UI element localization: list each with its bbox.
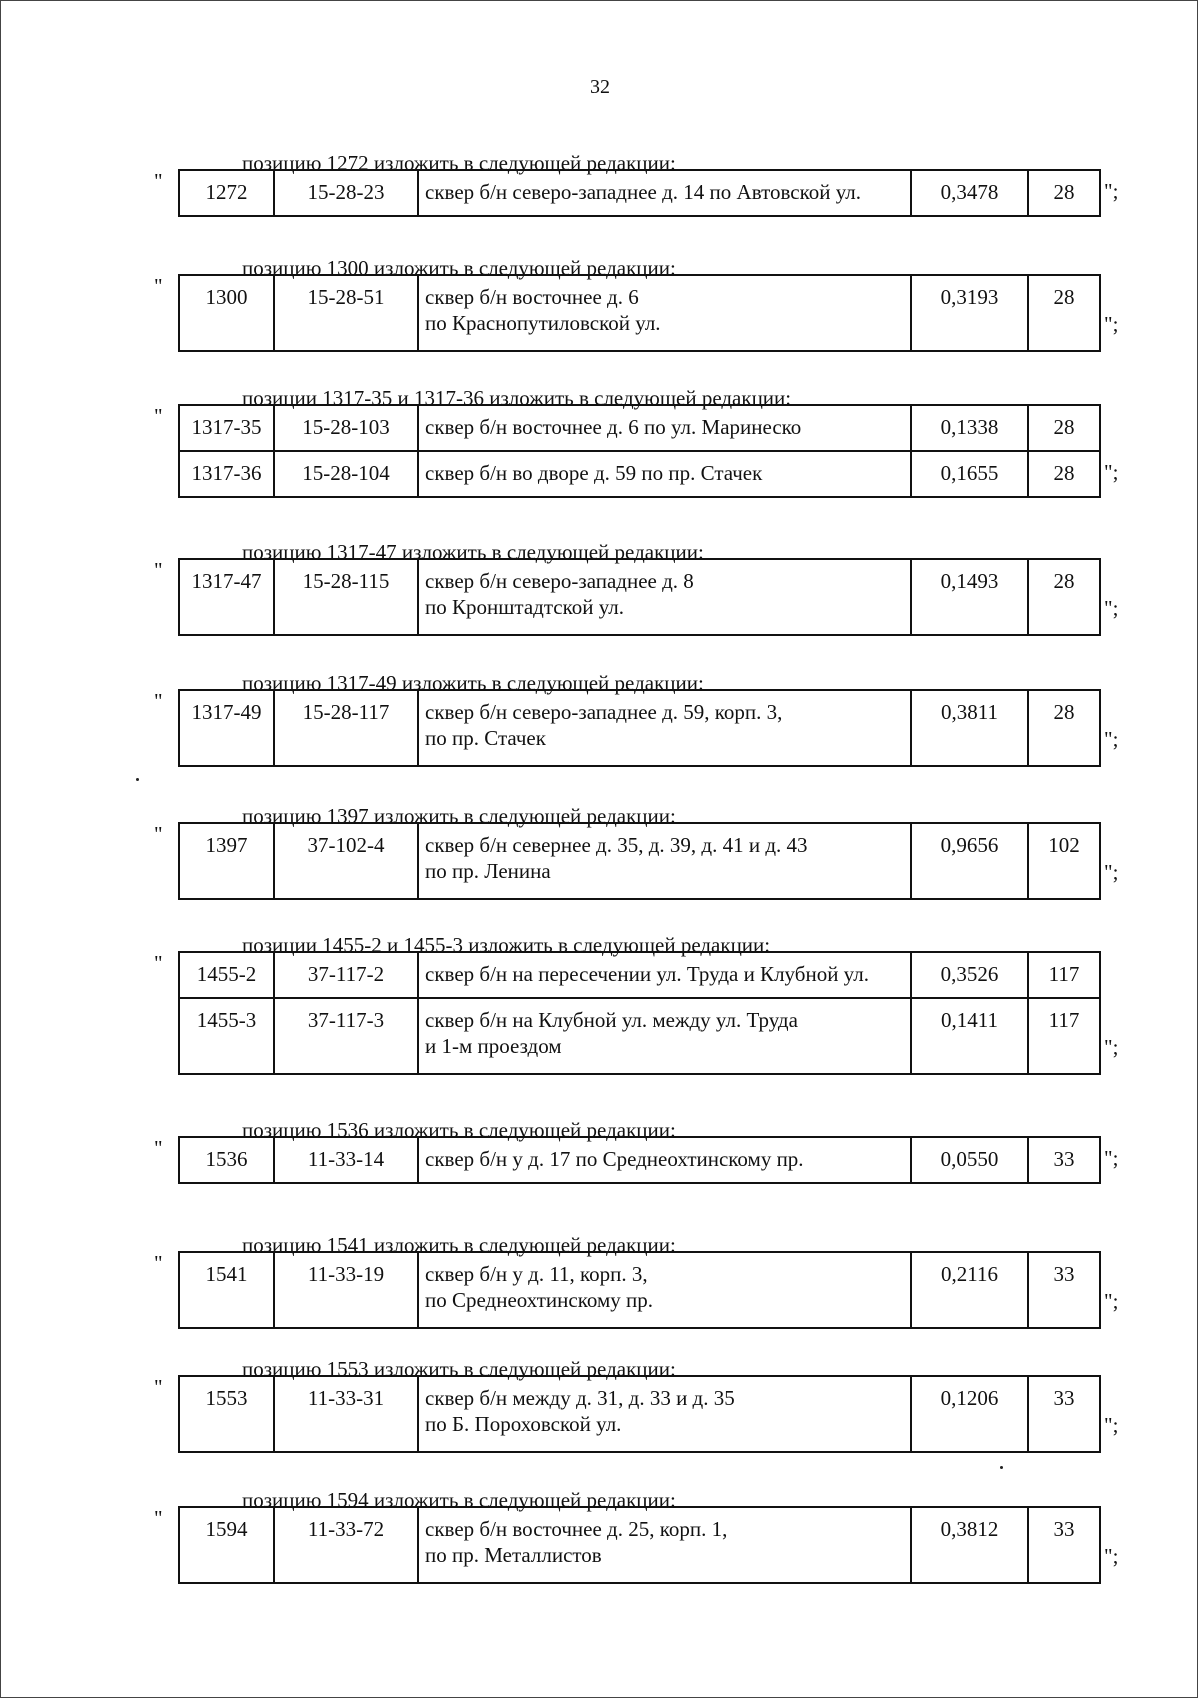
table-row	[179, 1376, 1100, 1452]
positions-table	[178, 689, 1101, 767]
amendment-heading: позицию 1594 изложить в следующей редакции:	[242, 1488, 676, 1512]
scan-speck	[1000, 1466, 1003, 1469]
closing-quote: ";	[1104, 596, 1119, 620]
scan-speck	[136, 778, 139, 781]
position-number: 1317-36	[179, 451, 274, 497]
district-number: 33	[1028, 1252, 1100, 1328]
opening-quote: "	[154, 689, 163, 713]
opening-quote: "	[154, 1136, 163, 1160]
object-code: 37-117-2	[274, 952, 418, 998]
object-name: сквер б/н северо-западнее д. 14 по Автовской ул.	[418, 170, 911, 216]
area-value: 0,1411	[911, 998, 1028, 1074]
area-value: 0,1493	[911, 559, 1028, 635]
positions-table	[178, 951, 1101, 1075]
positions-table	[178, 1251, 1101, 1329]
district-number: 28	[1028, 451, 1100, 497]
position-number: 1397	[179, 823, 274, 899]
district-number: 117	[1028, 998, 1100, 1074]
area-value: 0,2116	[911, 1252, 1028, 1328]
object-name: сквер б/н на пересечении ул. Труда и Клубной ул.	[418, 952, 911, 998]
amendment-heading: позицию 1553 изложить в следующей редакции:	[242, 1357, 676, 1381]
object-code: 11-33-14	[274, 1137, 418, 1183]
table-row	[179, 690, 1100, 766]
amendment-heading: позицию 1272 изложить в следующей редакции:	[242, 151, 676, 175]
object-name: сквер б/н восточнее д. 6 по Краснопутиловской ул.	[418, 275, 911, 351]
opening-quote: "	[154, 274, 163, 298]
closing-quote: ";	[1104, 1544, 1119, 1568]
table-row	[179, 1137, 1100, 1183]
district-number: 28	[1028, 559, 1100, 635]
area-value: 0,3812	[911, 1507, 1028, 1583]
amendment-heading: позицию 1536 изложить в следующей редакции:	[242, 1118, 676, 1142]
amendment-heading: позицию 1317-47 изложить в следующей редакции:	[242, 540, 704, 564]
position-number: 1455-2	[179, 952, 274, 998]
object-code: 11-33-72	[274, 1507, 418, 1583]
position-number: 1317-35	[179, 405, 274, 451]
object-code: 15-28-103	[274, 405, 418, 451]
position-number: 1541	[179, 1252, 274, 1328]
opening-quote: "	[154, 1375, 163, 1399]
closing-quote: ";	[1104, 1413, 1119, 1437]
position-number: 1536	[179, 1137, 274, 1183]
object-code: 37-117-3	[274, 998, 418, 1074]
page-number: 32	[590, 76, 610, 98]
position-number: 1317-49	[179, 690, 274, 766]
opening-quote: "	[154, 951, 163, 975]
district-number: 33	[1028, 1137, 1100, 1183]
area-value: 0,3526	[911, 952, 1028, 998]
area-value: 0,1206	[911, 1376, 1028, 1452]
closing-quote: ";	[1104, 179, 1119, 203]
opening-quote: "	[154, 169, 163, 193]
object-name: сквер б/н у д. 17 по Среднеохтинскому пр.	[418, 1137, 911, 1183]
positions-table	[178, 1375, 1101, 1453]
opening-quote: "	[154, 558, 163, 582]
closing-quote: ";	[1104, 860, 1119, 884]
area-value: 0,1655	[911, 451, 1028, 497]
object-name: сквер б/н севернее д. 35, д. 39, д. 41 и д. 43 по пр. Ленина	[418, 823, 911, 899]
district-number: 28	[1028, 405, 1100, 451]
closing-quote: ";	[1104, 1146, 1119, 1170]
positions-table	[178, 169, 1101, 217]
area-value: 0,0550	[911, 1137, 1028, 1183]
district-number: 28	[1028, 170, 1100, 216]
closing-quote: ";	[1104, 312, 1119, 336]
closing-quote: ";	[1104, 1035, 1119, 1059]
table-row	[179, 998, 1100, 1074]
district-number: 102	[1028, 823, 1100, 899]
table-row	[179, 405, 1100, 451]
positions-table	[178, 822, 1101, 900]
object-name: сквер б/н во дворе д. 59 по пр. Стачек	[418, 451, 911, 497]
object-code: 37-102-4	[274, 823, 418, 899]
closing-quote: ";	[1104, 1289, 1119, 1313]
table-row	[179, 823, 1100, 899]
positions-table	[178, 1506, 1101, 1584]
position-number: 1300	[179, 275, 274, 351]
closing-quote: ";	[1104, 727, 1119, 751]
closing-quote: ";	[1104, 460, 1119, 484]
object-code: 15-28-117	[274, 690, 418, 766]
opening-quote: "	[154, 404, 163, 428]
opening-quote: "	[154, 1506, 163, 1530]
object-code: 15-28-23	[274, 170, 418, 216]
table-row	[179, 451, 1100, 497]
table-row	[179, 1252, 1100, 1328]
area-value: 0,3478	[911, 170, 1028, 216]
amendment-heading: позицию 1541 изложить в следующей редакции:	[242, 1233, 676, 1257]
object-name: сквер б/н восточнее д. 6 по ул. Маринеско	[418, 405, 911, 451]
position-number: 1594	[179, 1507, 274, 1583]
district-number: 33	[1028, 1376, 1100, 1452]
object-code: 15-28-51	[274, 275, 418, 351]
object-name: сквер б/н между д. 31, д. 33 и д. 35 по Б. Пороховской ул.	[418, 1376, 911, 1452]
object-code: 11-33-31	[274, 1376, 418, 1452]
district-number: 117	[1028, 952, 1100, 998]
positions-table	[178, 404, 1101, 498]
table-row	[179, 275, 1100, 351]
positions-table	[178, 274, 1101, 352]
position-number: 1317-47	[179, 559, 274, 635]
opening-quote: "	[154, 822, 163, 846]
district-number: 28	[1028, 690, 1100, 766]
positions-table	[178, 1136, 1101, 1184]
table-row	[179, 170, 1100, 216]
table-row	[179, 559, 1100, 635]
object-name: сквер б/н у д. 11, корп. 3, по Среднеохтинскому пр.	[418, 1252, 911, 1328]
object-code: 15-28-104	[274, 451, 418, 497]
district-number: 33	[1028, 1507, 1100, 1583]
object-code: 15-28-115	[274, 559, 418, 635]
amendment-heading: позицию 1397 изложить в следующей редакции:	[242, 804, 676, 828]
opening-quote: "	[154, 1251, 163, 1275]
table-row	[179, 1507, 1100, 1583]
position-number: 1455-3	[179, 998, 274, 1074]
object-name: сквер б/н северо-западнее д. 59, корп. 3, по пр. Стачек	[418, 690, 911, 766]
area-value: 0,1338	[911, 405, 1028, 451]
position-number: 1272	[179, 170, 274, 216]
amendment-heading: позиции 1317-35 и 1317-36 изложить в следующей редакции:	[242, 386, 792, 410]
area-value: 0,3811	[911, 690, 1028, 766]
positions-table	[178, 558, 1101, 636]
position-number: 1553	[179, 1376, 274, 1452]
area-value: 0,3193	[911, 275, 1028, 351]
object-name: сквер б/н на Клубной ул. между ул. Труда и 1-м проездом	[418, 998, 911, 1074]
object-name: сквер б/н северо-западнее д. 8 по Кронштадтской ул.	[418, 559, 911, 635]
amendment-heading: позицию 1317-49 изложить в следующей редакции:	[242, 671, 704, 695]
amendment-heading: позиции 1455-2 и 1455-3 изложить в следующей редакции:	[242, 933, 771, 957]
table-row	[179, 952, 1100, 998]
amendment-heading: позицию 1300 изложить в следующей редакции:	[242, 256, 676, 280]
area-value: 0,9656	[911, 823, 1028, 899]
district-number: 28	[1028, 275, 1100, 351]
object-name: сквер б/н восточнее д. 25, корп. 1, по пр. Металлистов	[418, 1507, 911, 1583]
object-code: 11-33-19	[274, 1252, 418, 1328]
